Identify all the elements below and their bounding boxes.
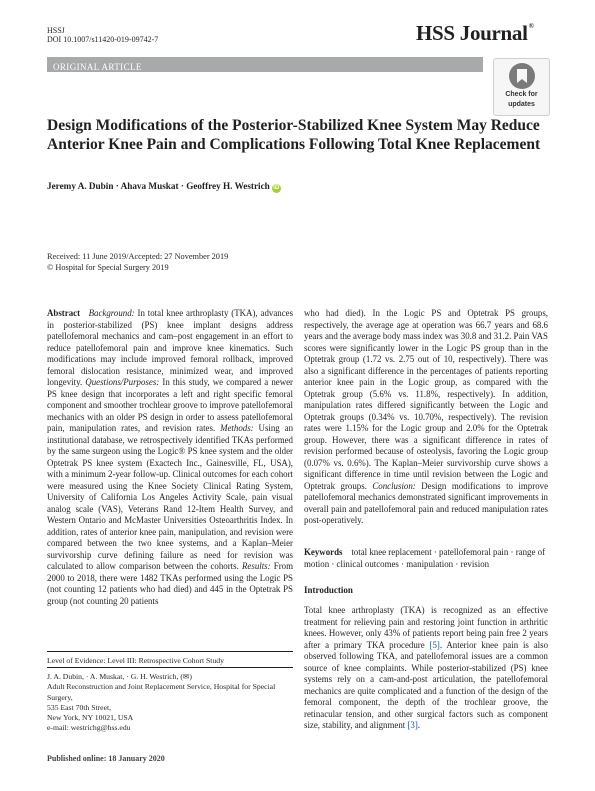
purposes-text: In this study, we compared a newer PS knee design that incorporates a left and right specific femoral component and smoother trochlear groove to improve patellofemoral mechanics with an older PS design in order to assess patellofemoral pain, manipulation rates, and revision rates. bbox=[47, 377, 294, 433]
article-type-banner bbox=[47, 57, 483, 72]
conclusion-text: Design modifications to improve patellofemoral mechanics demonstrated significant improvements in overall pain and patellofemoral pain and reduced manipulation rates post-operatively. bbox=[304, 480, 549, 525]
intro-part-3: . bbox=[417, 720, 421, 730]
divider-bottom bbox=[47, 667, 293, 668]
results-text: From 2000 to 2018, there were 1482 TKAs performed using the Logic PS (not counting 12 patients who had died) and 445 in the Optetrak PS group (not counting 20 patients bbox=[47, 561, 294, 606]
introduction-heading: Introduction bbox=[304, 585, 353, 595]
abstract bbox=[47, 308, 293, 607]
street-address: 535 East 70th Street, bbox=[47, 702, 112, 712]
background-label: Background: bbox=[88, 308, 135, 318]
abstract-left-column bbox=[47, 308, 293, 607]
check-for-updates-badge[interactable] bbox=[493, 58, 550, 116]
author-list bbox=[47, 181, 281, 193]
level-of-evidence: Level of Evidence: Level III: Retrospective Cohort Study bbox=[47, 656, 224, 665]
article-title: Design Modifications of the Posterior-Stabilized Knee System May Reduce Anterior Knee Pain and Complications Following Total Knee Replacement bbox=[47, 117, 541, 153]
author-names: Jeremy A. Dubin · Ahava Muskat · Geoffrey H. Westrich bbox=[47, 181, 270, 191]
background-text: In total knee arthroplasty (TKA), advances in posterior-stabilized (PS) knee implant designs address patellofemoral mechanics and cam–post engagement in an effort to reduce patellofemoral pain and improve knee kinematics. Such modifications may include improved femoral rollback, improved femoral dislocation resistance, minimized wear, and improved longevity. bbox=[47, 308, 294, 387]
affiliation-text: Adult Reconstruction and Joint Replacement Service, Hospital for Special Surgery, bbox=[47, 682, 276, 702]
journal-name bbox=[416, 21, 534, 46]
article-type-label: ORIGINAL ARTICLE bbox=[53, 62, 142, 72]
conclusion-label: Conclusion: bbox=[372, 480, 416, 491]
methods-text: Using an institutional database, we retrospectively identified TKAs performed by the same surgeon using the Logic® PS knee system and the older Optetrak PS knee system (Exactech Inc., Gainesville, FL, USA), with a minimum 2-year follow-up. Clinical outcomes for each cohort were measured using the Knee Society Clinical Rating System, University of California Los Angeles Activity Scale, pain visual analog scale (VAS), Veterans Rand 12-Item Health Survey, and Western Ontario and McMaster Universities Osteoarthritis Index. In addition, rates of anterior knee pain, manipulation, and revision were compared between the two knee systems, and a Kaplan–Meier survivorship curve defining failure as need for revision was calculated to allow comparison between the cohorts. bbox=[47, 423, 294, 571]
publication-dates bbox=[47, 252, 228, 273]
bookmark-icon bbox=[509, 63, 535, 89]
divider-top bbox=[47, 651, 293, 652]
abstract-continued bbox=[304, 308, 548, 527]
results-label: Results: bbox=[242, 561, 271, 571]
abstract-right-column bbox=[304, 308, 548, 527]
badge-line-2: updates bbox=[508, 101, 535, 108]
intro-part-1: Total knee arthroplasty (TKA) is recognized as an effective treatment for relieving pain and restoring joint function in arthritic knees. However, only 43% of patients report being pain free 2 years after a primary TKA procedure bbox=[304, 605, 548, 650]
results-continued-text: who had died). In the Logic PS and Optetrak PS groups, respectively, the average age at operation was 66.7 years and 68.6 years and the average body mass index was 30.8 and 31.2. Pain VAS scores were significantly lower in the Logic PS group than in the Optetrak group (1.72 vs. 2.75 out of 10, respectively). There was also a significant difference in the percentages of patients reporting anterior knee pain in the Logic group, as compared with the Optetrak group (5.6% vs. 11.8%, respectively). In addition, manipulation rates differed significantly between the Logic and Optetrak groups (0.34% vs. 10.70%, respectively). The revision rates were 1.15% for the Logic group and 2.0% for the Optetrak group. However, there was a significant difference in rates of revision performed because of osteolysis, favoring the Logic group (0.07% vs. 0.6%). The Kaplan–Meier survivorship curve shows a significant difference in time until revision between the Logic and Optetrak groups. bbox=[304, 308, 548, 491]
abstract-label: Abstract bbox=[47, 308, 81, 318]
keywords-text: total knee replacement · patellofemoral pain · range of motion · clinical outcomes · manipulation · revision bbox=[304, 547, 546, 569]
trademark-symbol: ® bbox=[528, 22, 534, 30]
published-online: Published online: 18 January 2020 bbox=[47, 754, 165, 763]
corresponding-authors: J. A. Dubin, · A. Muskat, · G. H. Westrich, (✉) bbox=[47, 672, 192, 681]
badge-line-1: Check for bbox=[505, 91, 538, 98]
intro-part-2: . Anterior knee pain is also observed following TKA, and patellofemoral issues are a common source of knee complaints. While posterior-stabilized (PS) knee systems rely on a cam-and-post articulation, the patellofemoral mechanics are quite complicated and a function of the design of the femoral component, the depth of the trochlear groove, the retinacular tension, and other surgical factors such as component size, stability, and alignment bbox=[304, 639, 549, 730]
copyright: © Hospital for Special Surgery 2019 bbox=[47, 262, 169, 272]
reference-link-5[interactable]: [5] bbox=[429, 639, 440, 650]
city-address: New York, NY 10021, USA bbox=[47, 713, 134, 723]
received-accepted: Received: 11 June 2019/Accepted: 27 November 2019 bbox=[47, 252, 229, 261]
introduction-text bbox=[304, 605, 548, 732]
reference-link-3[interactable]: [3] bbox=[407, 720, 418, 730]
author-affiliation bbox=[47, 672, 293, 734]
doi[interactable]: DOI 10.1007/s11420-019-09742-7 bbox=[47, 35, 159, 44]
keywords bbox=[304, 547, 548, 570]
email[interactable]: e-mail: westrichg@hss.edu bbox=[47, 723, 131, 733]
orcid-icon[interactable]: iD bbox=[273, 185, 280, 191]
journal-name-text: HSS Journal bbox=[416, 21, 528, 45]
keywords-label: Keywords bbox=[304, 547, 343, 557]
methods-label: Methods: bbox=[220, 423, 254, 433]
journal-abbreviation: HSSJ bbox=[47, 26, 65, 35]
purposes-label: Questions/Purposes: bbox=[85, 377, 160, 387]
